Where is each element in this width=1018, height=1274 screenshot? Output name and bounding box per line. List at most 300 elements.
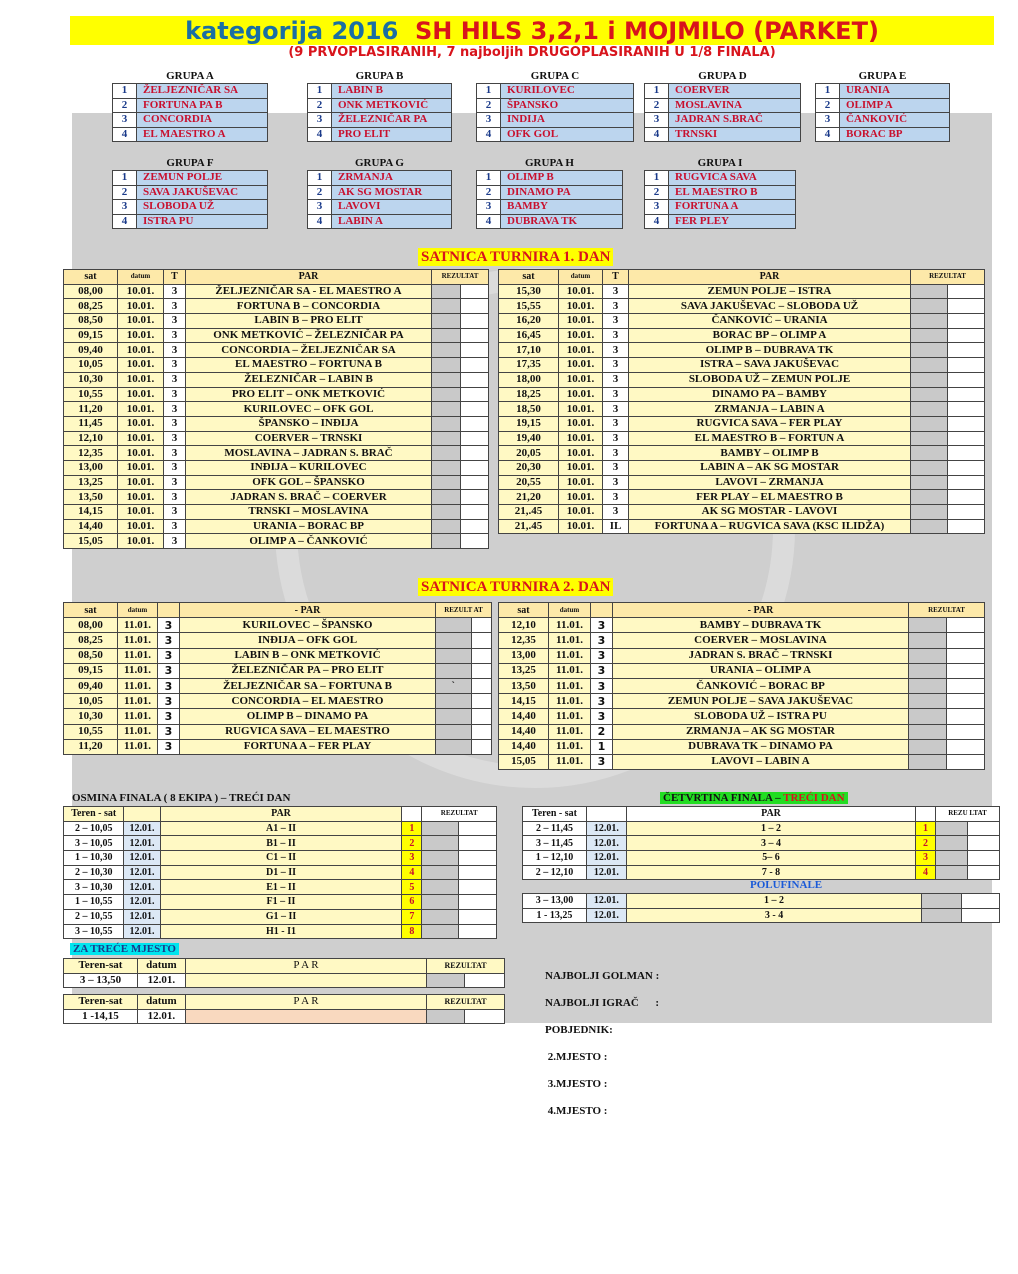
result-away (460, 431, 489, 446)
r16-pair: E1 – II (160, 880, 402, 895)
match-pair: DUBRAVA TK – DINAMO PA (613, 739, 909, 754)
result-home (436, 663, 472, 678)
group-row (645, 98, 801, 113)
col-par: PAR (160, 807, 402, 822)
col-datum (124, 807, 160, 822)
match-row (64, 446, 489, 461)
r16-teren: 3 – 10,55 (64, 924, 124, 939)
group-row (477, 185, 623, 200)
match-date: 11.01. (549, 724, 591, 739)
match-date: 10.01. (559, 490, 603, 505)
group-team: FORTUNA PA B (137, 98, 268, 113)
match-pair: JADRAN S. BRAČ – COERVER (186, 490, 432, 505)
result-away (458, 836, 496, 851)
match-date: 10.01. (118, 299, 164, 314)
match-time: 14,40 (64, 519, 118, 534)
match-court: 3 (603, 299, 629, 314)
match-court: 3 (158, 618, 180, 633)
group-table (644, 83, 801, 142)
result-home (427, 973, 465, 988)
match-row (64, 387, 489, 402)
group-row (113, 171, 268, 186)
group-4 (815, 70, 950, 142)
group-team: ZRMANJA (332, 171, 452, 186)
r16-date: 12.01. (124, 821, 160, 836)
day2-right-table (498, 602, 985, 770)
match-time: 08,25 (64, 633, 118, 648)
group-position: 1 (113, 171, 137, 186)
result-away (458, 821, 496, 836)
match-pair: SLOBODA UŽ – ZEMUN POLJE (629, 372, 911, 387)
r16-date: 12.01. (124, 909, 160, 924)
match-row (499, 754, 985, 769)
r16-pair: D1 – II (160, 865, 402, 880)
col-rezultat: REZU LTAT (936, 807, 1000, 822)
group-team: EL MAESTRO A (137, 127, 268, 142)
match-row (499, 299, 985, 314)
group-row (113, 127, 268, 142)
result-home (936, 851, 968, 866)
final-date: 12.01. (137, 1009, 185, 1024)
group-8 (644, 157, 796, 229)
group-row (477, 84, 634, 99)
match-court: 3 (164, 402, 186, 417)
match-row (64, 663, 492, 678)
match-court: 3 (603, 460, 629, 475)
match-date: 11.01. (118, 678, 158, 693)
result-away (948, 358, 985, 373)
group-row (308, 127, 452, 142)
match-row (64, 618, 492, 633)
result-away (948, 314, 985, 329)
match-date: 11.01. (549, 633, 591, 648)
r16-number: 4 (402, 865, 422, 880)
sf-date: 12.01. (586, 894, 626, 909)
match-pair: ZEMUN POLJE – ISTRA (629, 284, 911, 299)
group-row (113, 98, 268, 113)
match-row (64, 299, 489, 314)
group-team: LABIN A (332, 214, 452, 229)
match-pair: BAMBY – OLIMP B (629, 446, 911, 461)
match-time: 14,40 (499, 709, 549, 724)
group-position: 4 (645, 127, 669, 142)
col-par: P A R (185, 959, 426, 974)
match-pair: ŽELEZNIČAR PA – PRO ELIT (180, 663, 436, 678)
group-label: GRUPA E (858, 70, 907, 82)
result-away (948, 519, 985, 534)
match-court: 3 (164, 314, 186, 329)
group-team: LAVOVI (332, 200, 452, 215)
result-home (911, 505, 948, 520)
match-row (499, 739, 985, 754)
match-court: 3 (603, 314, 629, 329)
group-team: ŽELEZNIČAR PA (332, 113, 452, 128)
group-position: 4 (308, 214, 332, 229)
result-away (458, 895, 496, 910)
result-away (947, 709, 985, 724)
match-time: 09,15 (64, 328, 118, 343)
group-team: LABIN B (332, 84, 452, 99)
group-position: 3 (816, 113, 840, 128)
match-court: 3 (591, 709, 613, 724)
result-home (436, 709, 472, 724)
match-court: 3 (164, 372, 186, 387)
result-away (948, 460, 985, 475)
group-6 (307, 157, 452, 229)
match-court: 3 (158, 678, 180, 693)
third-place-label: 3.MJESTO : (545, 1077, 608, 1090)
col-datum: datum (118, 270, 164, 285)
match-pair: ZEMUN POLJE – SAVA JAKUŠEVAC (613, 694, 909, 709)
group-team: EL MAESTRO B (669, 185, 796, 200)
result-away (460, 387, 489, 402)
group-position: 2 (477, 185, 501, 200)
match-row (64, 739, 492, 754)
group-team: URANIA (840, 84, 950, 99)
match-row (64, 402, 489, 417)
result-home (911, 490, 948, 505)
group-position: 1 (645, 84, 669, 99)
match-time: 18,25 (499, 387, 559, 402)
r16-date: 12.01. (124, 880, 160, 895)
col-rezultat: REZULTAT (422, 807, 497, 822)
match-court: 3 (591, 678, 613, 693)
group-table (307, 83, 452, 142)
qf-number: 1 (916, 821, 936, 836)
r16-pair: F1 – II (160, 895, 402, 910)
match-date: 10.01. (559, 299, 603, 314)
result-home (909, 678, 947, 693)
match-court: 3 (164, 299, 186, 314)
match-pair: OLIMP A – ČANKOVIĆ (186, 534, 432, 549)
group-team: OFK GOL (501, 127, 634, 142)
group-position: 1 (477, 171, 501, 186)
match-pair: ŠPANSKO – INĐIJA (186, 416, 432, 431)
group-row (477, 113, 634, 128)
match-court: 3 (591, 663, 613, 678)
match-date: 10.01. (118, 446, 164, 461)
match-court: 3 (164, 284, 186, 299)
match-time: 12,35 (64, 446, 118, 461)
match-court: 3 (603, 328, 629, 343)
col-t (591, 603, 613, 618)
result-home (911, 343, 948, 358)
result-home (936, 865, 968, 880)
match-pair: URANIA – BORAC BP (186, 519, 432, 534)
result-home (911, 328, 948, 343)
r16-number: 5 (402, 880, 422, 895)
r16-date: 12.01. (124, 851, 160, 866)
match-date: 10.01. (118, 358, 164, 373)
result-away (465, 1009, 505, 1024)
result-away (460, 416, 489, 431)
result-home (432, 490, 461, 505)
match-row (64, 372, 489, 387)
group-team: BAMBY (501, 200, 623, 215)
match-row (499, 446, 985, 461)
result-away (471, 694, 491, 709)
match-date: 10.01. (559, 372, 603, 387)
col-sat: sat (499, 603, 549, 618)
result-away (458, 880, 496, 895)
result-home (436, 739, 472, 754)
match-row (499, 402, 985, 417)
match-row (499, 519, 985, 534)
r16-pair: G1 – II (160, 909, 402, 924)
result-home: ` (436, 678, 472, 693)
match-court: 3 (158, 709, 180, 724)
match-court: 3 (164, 431, 186, 446)
match-date: 10.01. (118, 387, 164, 402)
group-team: COERVER (669, 84, 801, 99)
result-home (911, 416, 948, 431)
group-team: ČANKOVIĆ (840, 113, 950, 128)
result-away (947, 618, 985, 633)
match-time: 10,05 (64, 694, 118, 709)
match-pair: FER PLAY – EL MAESTRO B (629, 490, 911, 505)
page-title: kategorija 2016 SH HILS 3,2,1 i MOJMILO (PARKET) (70, 16, 994, 45)
match-pair: EL MAESTRO B – FORTUN A (629, 431, 911, 446)
match-pair: FORTUNA B – CONCORDIA (186, 299, 432, 314)
match-court: 3 (603, 416, 629, 431)
match-date: 10.01. (559, 505, 603, 520)
result-away (460, 490, 489, 505)
match-pair: CONCORDIA – ŽELJEZNIČAR SA (186, 343, 432, 358)
schedule-table (498, 602, 985, 770)
r16-teren: 2 – 10,55 (64, 909, 124, 924)
group-position: 3 (308, 200, 332, 215)
match-time: 21,20 (499, 490, 559, 505)
result-home (909, 754, 947, 769)
match-date: 10.01. (559, 431, 603, 446)
group-table (112, 83, 268, 142)
match-row (64, 724, 492, 739)
col-rezultat: REZULTAT (427, 995, 505, 1010)
group-position: 2 (308, 185, 332, 200)
group-team: OLIMP A (840, 98, 950, 113)
result-home (422, 821, 458, 836)
match-time: 18,50 (499, 402, 559, 417)
r16-teren: 2 – 10,05 (64, 821, 124, 836)
result-away (947, 663, 985, 678)
r16-number: 8 (402, 924, 422, 939)
match-date: 10.01. (559, 328, 603, 343)
result-home (911, 372, 948, 387)
r16-teren: 3 – 10,30 (64, 880, 124, 895)
result-away (460, 299, 489, 314)
match-court: 3 (158, 663, 180, 678)
group-team: ONK METKOVIĆ (332, 98, 452, 113)
group-position: 2 (308, 98, 332, 113)
match-date: 10.01. (559, 387, 603, 402)
match-row (499, 431, 985, 446)
group-position: 4 (477, 214, 501, 229)
group-position: 2 (645, 98, 669, 113)
match-pair: ŽELJEZNIČAR SA - EL MAESTRO A (186, 284, 432, 299)
group-table (815, 83, 950, 142)
result-away (458, 851, 496, 866)
match-date: 11.01. (549, 739, 591, 754)
result-home (909, 648, 947, 663)
match-row (499, 663, 985, 678)
result-home (422, 851, 458, 866)
group-team: OLIMP B (501, 171, 623, 186)
result-away (967, 836, 999, 851)
result-home (911, 519, 948, 534)
col-teren: Teren-sat (64, 959, 138, 974)
match-court: 3 (164, 534, 186, 549)
match-time: 16,45 (499, 328, 559, 343)
match-time: 14,40 (499, 724, 549, 739)
group-row (477, 98, 634, 113)
r16-row (64, 895, 497, 910)
group-table (307, 170, 452, 229)
qf-row (523, 865, 1000, 880)
match-time: 19,15 (499, 416, 559, 431)
match-date: 10.01. (118, 343, 164, 358)
result-home (432, 505, 461, 520)
col-sat: sat (499, 270, 559, 285)
group-team: ZEMUN POLJE (137, 171, 268, 186)
fourth-place-label: 4.MJESTO : (545, 1104, 608, 1117)
group-row (816, 84, 950, 99)
match-pair: PRO ELIT – ONK METKOVIĆ (186, 387, 432, 402)
r16-number: 2 (402, 836, 422, 851)
match-row (64, 328, 489, 343)
group-team: AK SG MOSTAR (332, 185, 452, 200)
match-time: 09,40 (64, 343, 118, 358)
group-row (477, 214, 623, 229)
result-away (460, 358, 489, 373)
match-row (499, 387, 985, 402)
qf-row (523, 851, 1000, 866)
result-home (911, 284, 948, 299)
third-place-table (63, 958, 505, 988)
result-home (427, 1009, 465, 1024)
match-pair: FORTUNA A – RUGVICA SAVA (KSC ILIDŽA) (629, 519, 911, 534)
match-pair: LAVOVI – LABIN A (613, 754, 909, 769)
r16-title: OSMINA FINALA ( 8 EKIPA ) – TREĆI DAN (72, 792, 291, 804)
col-par: PAR (629, 270, 911, 285)
col-par: PAR (186, 270, 432, 285)
group-position: 2 (113, 98, 137, 113)
col-rezultat: REZULTAT (911, 270, 985, 285)
r16-date: 12.01. (124, 865, 160, 880)
match-time: 11,45 (64, 416, 118, 431)
match-row (499, 648, 985, 663)
match-date: 11.01. (549, 694, 591, 709)
r16-number: 6 (402, 895, 422, 910)
match-date: 11.01. (118, 633, 158, 648)
day1-title: SATNICA TURNIRA 1. DAN (418, 248, 613, 266)
qf-title: ČETVRTINA FINALA – TREĆI DAN (660, 792, 848, 804)
match-pair: ŽELJEZNIČAR SA – FORTUNA B (180, 678, 436, 693)
match-pair: ZRMANJA – LABIN A (629, 402, 911, 417)
match-pair: OLIMP B – DINAMO PA (180, 709, 436, 724)
match-time: 08,00 (64, 284, 118, 299)
match-date: 11.01. (549, 678, 591, 693)
match-date: 10.01. (559, 460, 603, 475)
awards-block (545, 956, 659, 1132)
r16-teren: 3 – 10,05 (64, 836, 124, 851)
group-table (476, 83, 634, 142)
group-1 (307, 70, 452, 142)
result-away (471, 678, 491, 693)
winner-label: POBJEDNIK: (545, 1023, 613, 1036)
r16-number: 1 (402, 821, 422, 836)
match-time: 20,30 (499, 460, 559, 475)
group-row (477, 171, 623, 186)
match-court: 3 (164, 490, 186, 505)
result-away (471, 724, 491, 739)
match-pair: EL MAESTRO – FORTUNA B (186, 358, 432, 373)
match-date: 10.01. (118, 372, 164, 387)
result-home (432, 416, 461, 431)
match-court: 3 (591, 618, 613, 633)
result-home (432, 519, 461, 534)
group-team: RUGVICA SAVA (669, 171, 796, 186)
r16-row (64, 851, 497, 866)
col-datum: datum (549, 603, 591, 618)
match-court: 3 (603, 372, 629, 387)
match-time: 13,25 (499, 663, 549, 678)
result-home (432, 343, 461, 358)
match-pair: OLIMP B – DUBRAVA TK (629, 343, 911, 358)
match-row (499, 633, 985, 648)
group-position: 3 (645, 113, 669, 128)
day1-right-table (498, 269, 985, 534)
r16-pair: C1 – II (160, 851, 402, 866)
day1-left-table (63, 269, 489, 549)
result-home (936, 821, 968, 836)
group-position: 1 (308, 171, 332, 186)
col-datum: datum (137, 959, 185, 974)
group-label: GRUPA G (355, 157, 404, 169)
match-pair: JADRAN S. BRAČ – TRNSKI (613, 648, 909, 663)
match-pair: URANIA – OLIMP A (613, 663, 909, 678)
qf-number: 3 (916, 851, 936, 866)
group-team: FER PLEY (669, 214, 796, 229)
match-pair: TRNSKI – MOSLAVINA (186, 505, 432, 520)
result-away (471, 648, 491, 663)
best-player-label: NAJBOLJI IGRAČ : (545, 996, 659, 1009)
final-table (63, 994, 505, 1024)
group-row (308, 171, 452, 186)
col-rezultat: REZULTAT (432, 270, 489, 285)
qf-teren: 2 – 12,10 (523, 865, 587, 880)
group-team: SAVA JAKUŠEVAC (137, 185, 268, 200)
match-date: 11.01. (549, 663, 591, 678)
result-away (947, 694, 985, 709)
result-home (432, 284, 461, 299)
match-pair: ŽELEZNIČAR – LABIN B (186, 372, 432, 387)
result-away (460, 402, 489, 417)
group-row (113, 113, 268, 128)
match-row (499, 358, 985, 373)
third-row (64, 973, 505, 988)
match-date: 10.01. (118, 475, 164, 490)
match-date: 10.01. (118, 416, 164, 431)
match-pair: ČANKOVIĆ – BORAC BP (613, 678, 909, 693)
result-away (947, 724, 985, 739)
sf-title: POLUFINALE (750, 879, 823, 891)
col-seed (916, 807, 936, 822)
group-position: 4 (308, 127, 332, 142)
result-home (909, 633, 947, 648)
result-home (422, 909, 458, 924)
result-home (436, 724, 472, 739)
match-date: 10.01. (559, 358, 603, 373)
